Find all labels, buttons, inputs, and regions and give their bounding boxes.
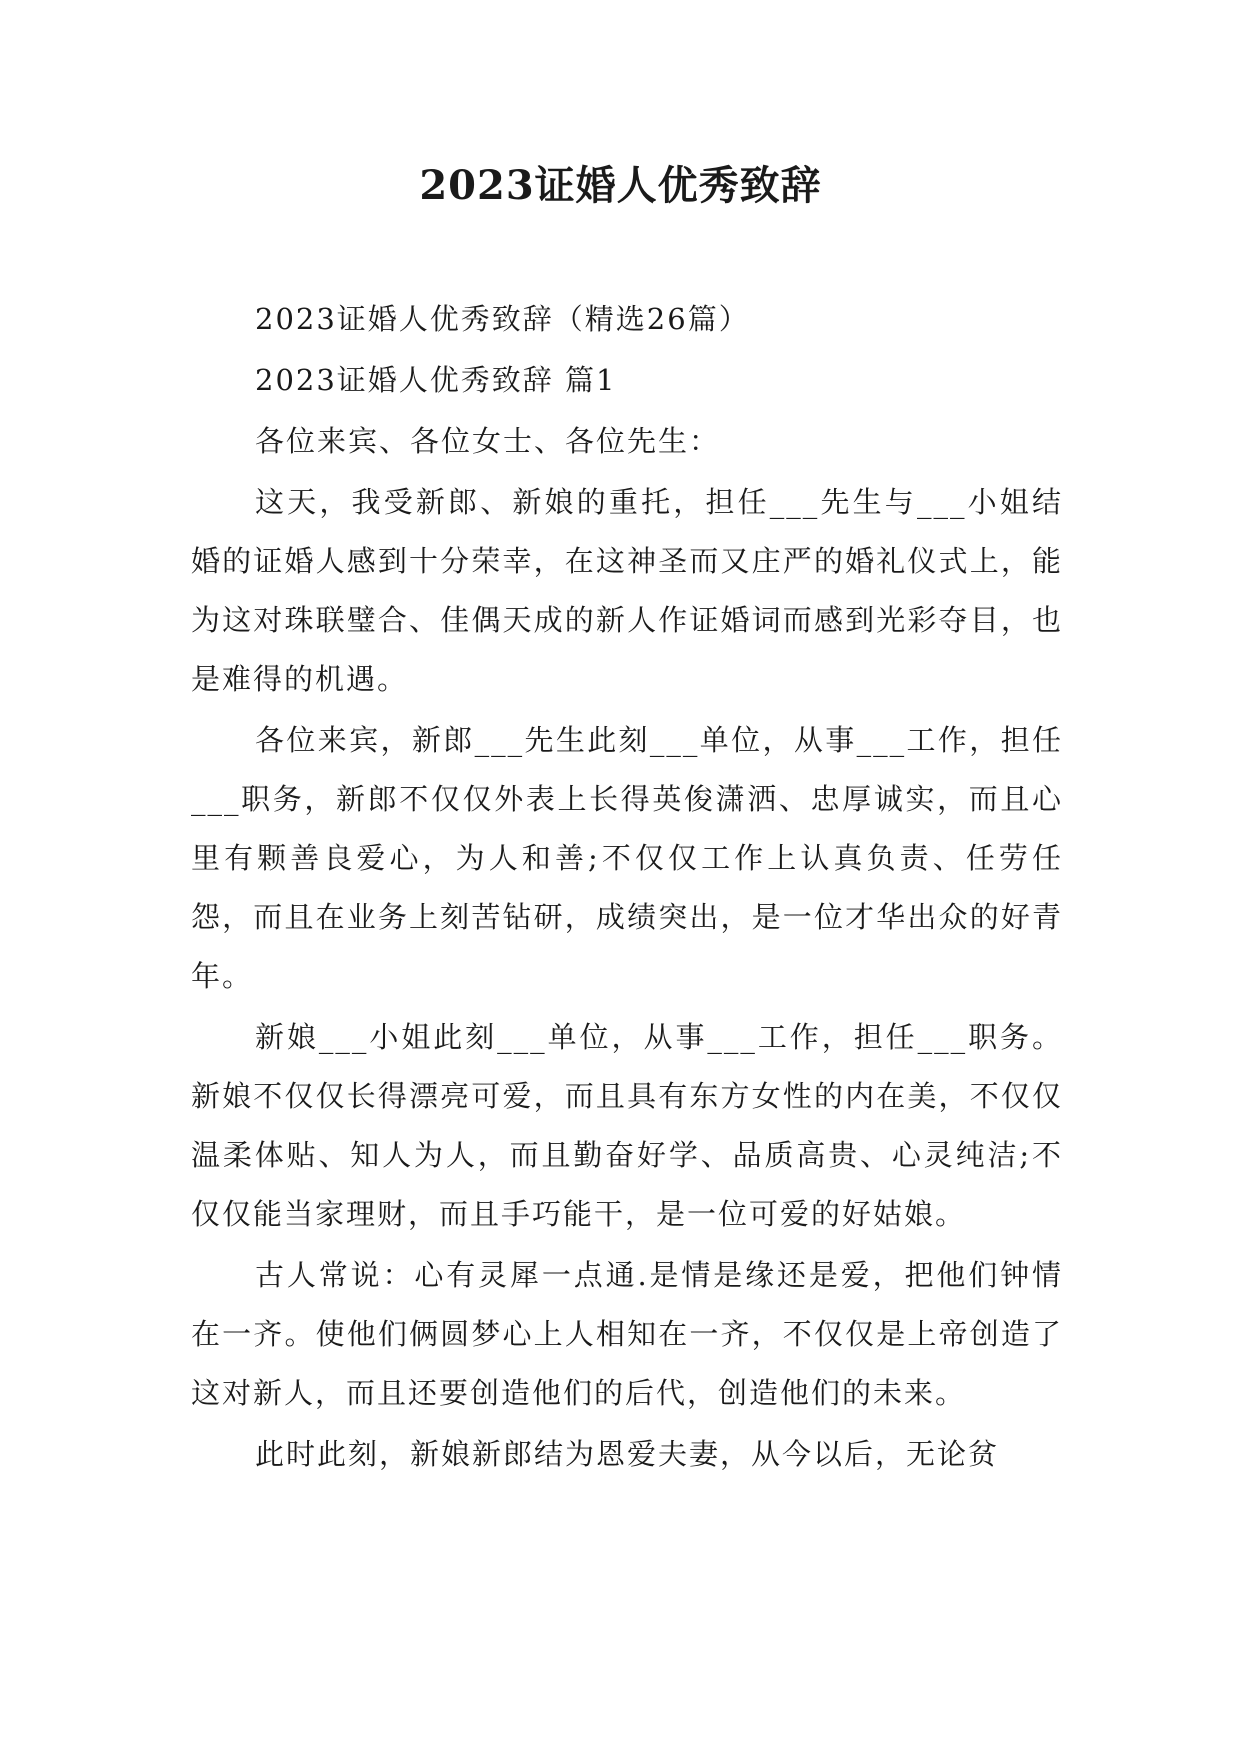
section-heading: 2023证婚人优秀致辞 篇1	[255, 363, 617, 397]
document-title: 2023证婚人优秀致辞	[419, 162, 822, 209]
body-paragraph: 此时此刻，新娘新郎结为恩爱夫妻，从今以后，无论贫	[255, 1437, 1000, 1471]
document-body	[191, 290, 1063, 1486]
body-paragraph: 这天，我受新郎、新娘的重托，担任___先生与___小姐结婚的证婚人感到十分荣幸，在这神圣而又庄严的婚礼仪式上，能为这对珠联璧合、佳偶天成的新人作证婚词而感到光彩夺目，也是难得的机遇。	[191, 485, 1063, 696]
body-paragraph: 各位来宾，新郎___先生此刻___单位，从事___工作，担任___职务，新郎不仅仅外表上长得英俊潇洒、忠厚诚实，而且心里有颗善良爱心，为人和善;不仅仅工作上认真负责、任劳任怨，而且在业务上刻苦钻研，成绩突出，是一位才华出众的好青年。	[191, 723, 1063, 993]
body-paragraph: 新娘___小姐此刻___单位，从事___工作，担任___职务。新娘不仅仅长得漂亮可爱，而且具有东方女性的内在美，不仅仅温柔体贴、知人为人，而且勤奋好学、品质高贵、心灵纯洁;不仅仅能当家理财，而且手巧能干，是一位可爱的好姑娘。	[191, 1020, 1063, 1231]
body-paragraph: 古人常说：心有灵犀一点通.是情是缘还是爱，把他们钟情在一齐。使他们俩圆梦心上人相知在一齐，不仅仅是上帝创造了这对新人，而且还要创造他们的后代，创造他们的未来。	[191, 1258, 1063, 1410]
salutation-paragraph: 各位来宾、各位女士、各位先生：	[255, 424, 721, 458]
subtitle-paragraph: 2023证婚人优秀致辞（精选26篇）	[255, 302, 750, 336]
